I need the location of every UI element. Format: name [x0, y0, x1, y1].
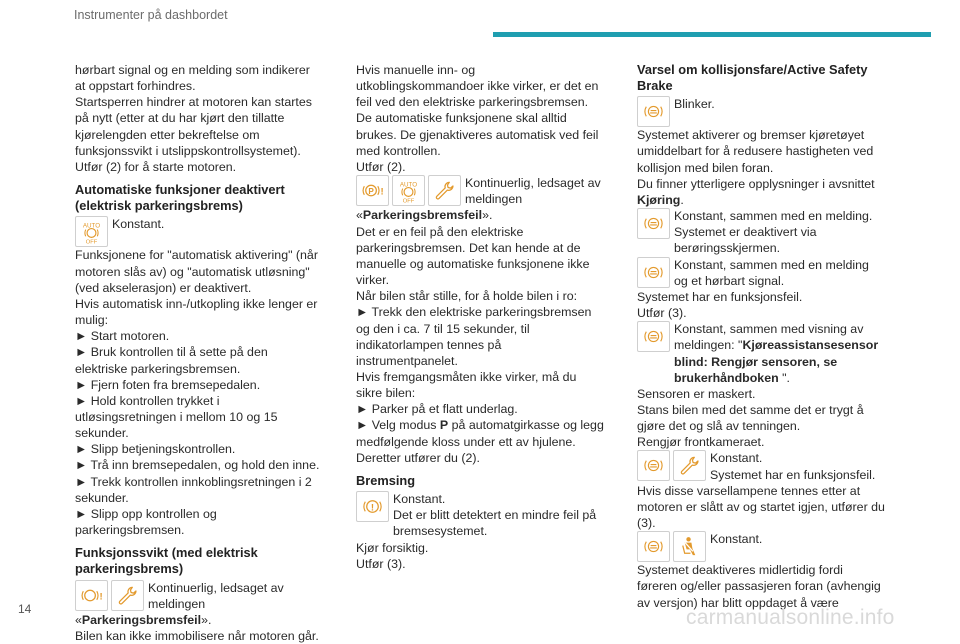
- collision-alert-icon: [637, 96, 670, 127]
- column-1: [75, 62, 323, 644]
- svg-text:AUTO: AUTO: [399, 181, 418, 189]
- auto-off-icon: [75, 216, 108, 247]
- warning-row: [637, 96, 885, 127]
- paragraph: Du finner ytterligere opplysninger i avsnittet Kjøring.: [637, 176, 875, 207]
- svg-text:AUTO: AUTO: [82, 223, 101, 231]
- section-heading: Varsel om kollisjonsfare/Active Safety Brake: [637, 62, 868, 94]
- warning-row: [637, 257, 885, 289]
- icon-text-line: Det er blitt detektert en mindre feil på bremsesystemet.: [393, 508, 597, 539]
- header-accent-rule: [493, 32, 931, 37]
- message-name: Parkeringsbremsfeil: [362, 208, 483, 223]
- paragraph: Kjør forsiktig.: [356, 540, 429, 555]
- icon-text-line: Konstant.: [112, 217, 165, 232]
- svg-text:!: !: [380, 186, 384, 198]
- paragraph: Når bilen står stille, for å holde bilen i ro:: [356, 289, 578, 304]
- paragraph: Det er en feil på den elektriske parkeringsbremsen. Det kan hende at de manuelle og automatiske funksjonene ikke virker.: [356, 224, 590, 288]
- paragraph: Startsperren hindrer at motoren kan startes på nytt (etter at du har kjørt den tillatte kjørelengden etter bekreftelse om funksjonssvikt i utslippskontrollsystemet).: [75, 95, 312, 158]
- message-line: «Parkeringsbremsfeil».: [75, 612, 212, 627]
- icon-text-line: Blinker.: [674, 97, 715, 112]
- wrench-icon: [111, 580, 144, 611]
- paragraph: Bilen kan ikke immobilisere når motoren går.: [75, 629, 319, 643]
- icon-text-line: Konstant.: [393, 492, 446, 507]
- warning-row: [637, 208, 885, 256]
- paragraph: Hvis fremgangsmåten ikke virker, må du sikre bilen:: [356, 369, 577, 401]
- icon-text-line: Systemet er deaktivert via berøringsskjermen.: [674, 225, 817, 256]
- warning-row: [637, 450, 885, 482]
- warning-row: [637, 531, 885, 562]
- svg-text:OFF: OFF: [402, 198, 415, 204]
- step: ► Trekk kontrollen innkoblingsretningen i 2 sekunder.: [75, 474, 312, 505]
- parking-brake-fault-icon: [75, 580, 108, 611]
- svg-text:OFF: OFF: [85, 239, 98, 245]
- paragraph: Stans bilen med det samme det er trygt å gjøre det og slå av tenningen.: [637, 402, 864, 434]
- warning-row: [75, 580, 323, 612]
- paragraph: Deretter utfører du (2).: [356, 450, 480, 465]
- header-title: Instrumenter på dashbordet: [74, 8, 228, 22]
- paragraph: Hvis automatisk inn-/utkopling ikke lenger er mulig:: [75, 296, 318, 328]
- seatbelt-person-icon: [673, 531, 706, 562]
- step: ► Start motoren.: [75, 329, 170, 344]
- column-3: [637, 62, 885, 611]
- auto-off-icon: [392, 175, 425, 206]
- section-heading: Funksjonssvikt (med elektrisk parkeringsbrems): [75, 545, 258, 577]
- icon-text-line: Konstant.: [710, 532, 763, 547]
- message-line: «Parkeringsbremsfeil».: [356, 208, 493, 223]
- icon-text-line: Kontinuerlig, ledsaget av meldingen: [148, 580, 284, 611]
- collision-alert-icon: [637, 531, 670, 562]
- paragraph: Utfør (2) for å starte motoren.: [75, 159, 237, 174]
- svg-text:!: !: [370, 502, 375, 514]
- step: ► Parker på et flatt underlag.: [356, 402, 518, 417]
- collision-alert-icon: [637, 321, 670, 352]
- step: ► Trå inn bremsepedalen, og hold den inne.: [75, 458, 320, 473]
- wrench-icon: [673, 450, 706, 481]
- page-number: 14: [18, 602, 32, 616]
- icon-text-line: Konstant, sammen med en melding og et hørbart signal.: [674, 257, 869, 288]
- svg-text:P: P: [368, 186, 374, 196]
- watermark: carmanualsonline.info: [686, 606, 895, 629]
- paragraph: Utfør (3).: [356, 556, 406, 571]
- section-heading: Bremsing: [356, 472, 416, 488]
- icon-text-line: Systemet har en funksjonsfeil.: [710, 467, 876, 482]
- svg-text:!: !: [99, 590, 103, 602]
- collision-alert-icon: [637, 208, 670, 239]
- paragraph: Utfør (3).: [637, 306, 687, 321]
- paragraph: hørbart signal og en melding som indikerer at oppstart forhindres.: [75, 63, 310, 94]
- step: ► Velg modus P på automatgirkasse og legg medfølgende kloss under ett av hjulene.: [356, 418, 604, 449]
- icon-text-line: Konstant, sammen med en melding.: [674, 209, 873, 224]
- paragraph: Funksjonene for "automatisk aktivering" (når motoren slås av) og "automatisk utløsning" (ved akselerasjon) er deaktivert.: [75, 248, 318, 295]
- column-2: [356, 62, 604, 572]
- step: ► Bruk kontrollen til å sette på den elektriske parkeringsbremsen.: [75, 345, 268, 376]
- paragraph: Hvis manuelle inn- og utkoblingskommandoer ikke virker, er det en feil ved den elektriske parkeringsbremsen.: [356, 63, 599, 110]
- warning-row: [356, 175, 604, 207]
- brake-warning-icon: [356, 491, 389, 522]
- step: ► Slipp opp kontrollen og parkeringsbremsen.: [75, 506, 217, 538]
- step: ► Slipp betjeningskontrollen.: [75, 442, 236, 457]
- paragraph: Systemet har en funksjonsfeil.: [637, 289, 803, 304]
- warning-row: [75, 216, 323, 247]
- icon-text-line: Kontinuerlig, ledsaget av meldingen: [465, 176, 601, 207]
- step: ► Hold kontrollen trykket i utløsingsretningen i mellom 10 og 15 sekunder.: [75, 393, 278, 441]
- section-heading: Automatiske funksjoner deaktivert (elektrisk parkeringsbrems): [75, 182, 285, 214]
- step: ► Trekk den elektriske parkeringsbremsen og den i ca. 7 til 15 sekunder, til indikatorlampen tennes på instrumentpanelet.: [356, 305, 592, 368]
- parking-brake-fault-icon: [356, 175, 389, 206]
- paragraph: Rengjør frontkameraet.: [637, 435, 765, 450]
- step: ► Fjern foten fra bremsepedalen.: [75, 377, 261, 392]
- warning-row: [356, 491, 604, 539]
- paragraph: Hvis disse varsellampene tennes etter at motoren er slått av og startet igjen, utfører du (3).: [637, 483, 885, 531]
- wrench-icon: [428, 175, 461, 206]
- message-name: Parkeringsbremsfeil: [81, 612, 202, 627]
- warning-row: [637, 321, 885, 386]
- paragraph: Utfør (2).: [356, 159, 406, 174]
- paragraph: Systemet aktiverer og bremser kjøretøyet umiddelbart for å redusere hastigheten ved kollisjon med bilen foran.: [637, 128, 874, 175]
- collision-alert-icon: [637, 450, 670, 481]
- paragraph: Systemet deaktiveres midlertidig fordi føreren og/eller passasjeren foran (avhengig av versjon) har blitt oppdaget å være: [637, 563, 881, 610]
- collision-alert-icon: [637, 257, 670, 288]
- paragraph: De automatiske funksjonene skal alltid brukes. De gjenaktiveres automatisk ved feil med kontrollen.: [356, 111, 599, 158]
- icon-text-line: Konstant.: [710, 451, 763, 466]
- icon-text-line: Konstant, sammen med visning av meldingen: "Kjøreassistansesensor blind: Rengjør sensoren, se brukerhåndboken ".: [674, 322, 879, 385]
- paragraph: Sensoren er maskert.: [637, 386, 756, 401]
